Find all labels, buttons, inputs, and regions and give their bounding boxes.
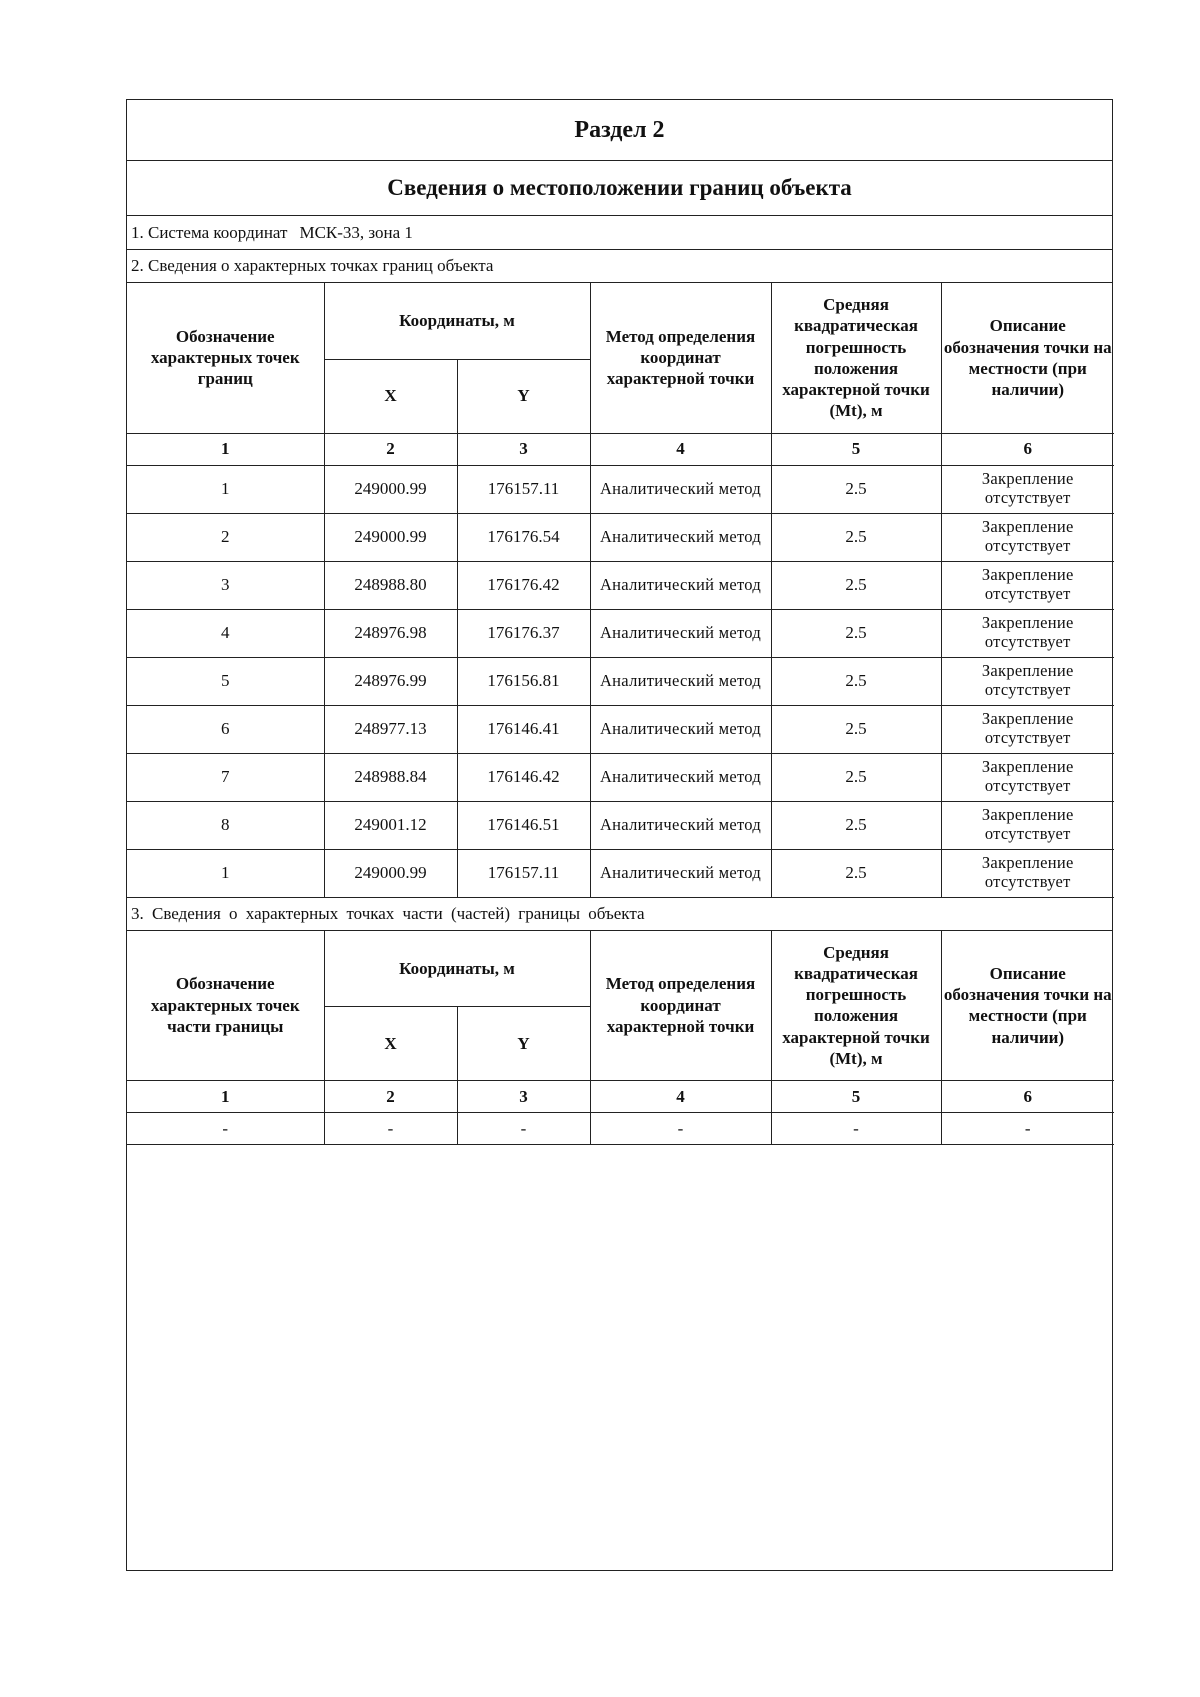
cell-x: 249000.99 <box>324 465 457 513</box>
cell-error: 2.5 <box>771 801 941 849</box>
parts-header-description: Описание обозначения точки на местности (при наличии) <box>941 931 1114 1081</box>
cell-y: 176176.54 <box>457 513 590 561</box>
cell-method: Аналитический метод <box>590 465 771 513</box>
cell-point: 7 <box>127 753 324 801</box>
cell-method: Аналитический метод <box>590 705 771 753</box>
header-error: Средняя квадратическая погрешность положения характерной точки (Mt), м <box>771 283 941 433</box>
coord-system-label: 1. Система координат <box>131 222 288 242</box>
cell-description: Закрепление отсутствует <box>941 705 1114 753</box>
col-number: 5 <box>771 433 941 465</box>
cell-method: Аналитический метод <box>590 849 771 897</box>
cell-description: Закрепление отсутствует <box>941 849 1114 897</box>
col-number: 1 <box>127 1081 324 1113</box>
cell-description: Закрепление отсутствует <box>941 801 1114 849</box>
cell-description: Закрепление отсутствует <box>941 657 1114 705</box>
cell-y: 176146.42 <box>457 753 590 801</box>
coord-system-line <box>127 216 1112 250</box>
header-coords: Координаты, м <box>324 283 590 359</box>
cell-x: 249001.12 <box>324 801 457 849</box>
cell-x: 248988.80 <box>324 561 457 609</box>
cell-method: Аналитический метод <box>590 561 771 609</box>
cell-y: - <box>457 1113 590 1145</box>
document-frame <box>126 99 1113 1571</box>
section-subtitle: Сведения о местоположении границ объекта <box>127 161 1112 216</box>
col-number: 1 <box>127 433 324 465</box>
cell-method: - <box>590 1113 771 1145</box>
cell-y: 176157.11 <box>457 849 590 897</box>
cell-description: - <box>941 1113 1114 1145</box>
parts-section-label: 3. Сведения о характерных точках части (частей) границы объекта <box>127 898 1112 931</box>
cell-method: Аналитический метод <box>590 609 771 657</box>
parts-header-method: Метод определения координат характерной точки <box>590 931 771 1081</box>
cell-y: 176157.11 <box>457 465 590 513</box>
parts-table <box>127 931 1114 1146</box>
cell-description: Закрепление отсутствует <box>941 609 1114 657</box>
table-row <box>127 753 1114 801</box>
cell-y: 176156.81 <box>457 657 590 705</box>
cell-error: - <box>771 1113 941 1145</box>
header-method: Метод определения координат характерной точки <box>590 283 771 433</box>
cell-method: Аналитический метод <box>590 753 771 801</box>
col-number: 3 <box>457 433 590 465</box>
cell-point: 4 <box>127 609 324 657</box>
header-x: X <box>324 359 457 433</box>
parts-header-error: Средняя квадратическая погрешность положения характерной точки (Mt), м <box>771 931 941 1081</box>
header-designation: Обозначение характерных точек границ <box>127 283 324 433</box>
table-row <box>127 513 1114 561</box>
cell-x: 249000.99 <box>324 513 457 561</box>
cell-y: 176146.41 <box>457 705 590 753</box>
cell-y: 176146.51 <box>457 801 590 849</box>
cell-x: 248976.98 <box>324 609 457 657</box>
cell-error: 2.5 <box>771 561 941 609</box>
cell-x: - <box>324 1113 457 1145</box>
parts-table-body <box>127 1113 1114 1145</box>
table-row <box>127 849 1114 897</box>
cell-x: 248977.13 <box>324 705 457 753</box>
table-row <box>127 801 1114 849</box>
cell-point: 6 <box>127 705 324 753</box>
parts-header-coords: Координаты, м <box>324 931 590 1007</box>
header-description: Описание обозначения точки на местности (при наличии) <box>941 283 1114 433</box>
cell-point: 3 <box>127 561 324 609</box>
cell-error: 2.5 <box>771 753 941 801</box>
col-number: 2 <box>324 433 457 465</box>
cell-error: 2.5 <box>771 849 941 897</box>
cell-point: 8 <box>127 801 324 849</box>
cell-method: Аналитический метод <box>590 801 771 849</box>
cell-error: 2.5 <box>771 465 941 513</box>
section-title: Раздел 2 <box>127 100 1112 161</box>
parts-header-designation: Обозначение характерных точек части границы <box>127 931 324 1081</box>
cell-error: 2.5 <box>771 609 941 657</box>
parts-column-numbers-row <box>127 1081 1114 1113</box>
cell-point: 1 <box>127 849 324 897</box>
col-number: 6 <box>941 1081 1114 1113</box>
cell-description: Закрепление отсутствует <box>941 561 1114 609</box>
coord-system-value: МСК-33, зона 1 <box>299 222 413 242</box>
points-table-body <box>127 465 1114 897</box>
parts-header-x: X <box>324 1007 457 1081</box>
cell-method: Аналитический метод <box>590 513 771 561</box>
points-table <box>127 283 1114 898</box>
col-number: 4 <box>590 433 771 465</box>
cell-description: Закрепление отсутствует <box>941 753 1114 801</box>
col-number: 6 <box>941 433 1114 465</box>
table-row <box>127 561 1114 609</box>
table-row <box>127 1113 1114 1145</box>
cell-method: Аналитический метод <box>590 657 771 705</box>
cell-point: 2 <box>127 513 324 561</box>
column-numbers-row <box>127 433 1114 465</box>
cell-point: 5 <box>127 657 324 705</box>
cell-x: 248976.99 <box>324 657 457 705</box>
cell-x: 249000.99 <box>324 849 457 897</box>
table-row <box>127 657 1114 705</box>
parts-header-y: Y <box>457 1007 590 1081</box>
cell-error: 2.5 <box>771 657 941 705</box>
cell-error: 2.5 <box>771 513 941 561</box>
cell-error: 2.5 <box>771 705 941 753</box>
cell-description: Закрепление отсутствует <box>941 513 1114 561</box>
table-row <box>127 465 1114 513</box>
col-number: 4 <box>590 1081 771 1113</box>
cell-point: 1 <box>127 465 324 513</box>
header-y: Y <box>457 359 590 433</box>
cell-y: 176176.37 <box>457 609 590 657</box>
cell-point: - <box>127 1113 324 1145</box>
table-row <box>127 705 1114 753</box>
col-number: 5 <box>771 1081 941 1113</box>
cell-y: 176176.42 <box>457 561 590 609</box>
cell-description: Закрепление отсутствует <box>941 465 1114 513</box>
cell-x: 248988.84 <box>324 753 457 801</box>
points-section-label: 2. Сведения о характерных точках границ объекта <box>127 250 1112 283</box>
col-number: 3 <box>457 1081 590 1113</box>
table-row <box>127 609 1114 657</box>
col-number: 2 <box>324 1081 457 1113</box>
